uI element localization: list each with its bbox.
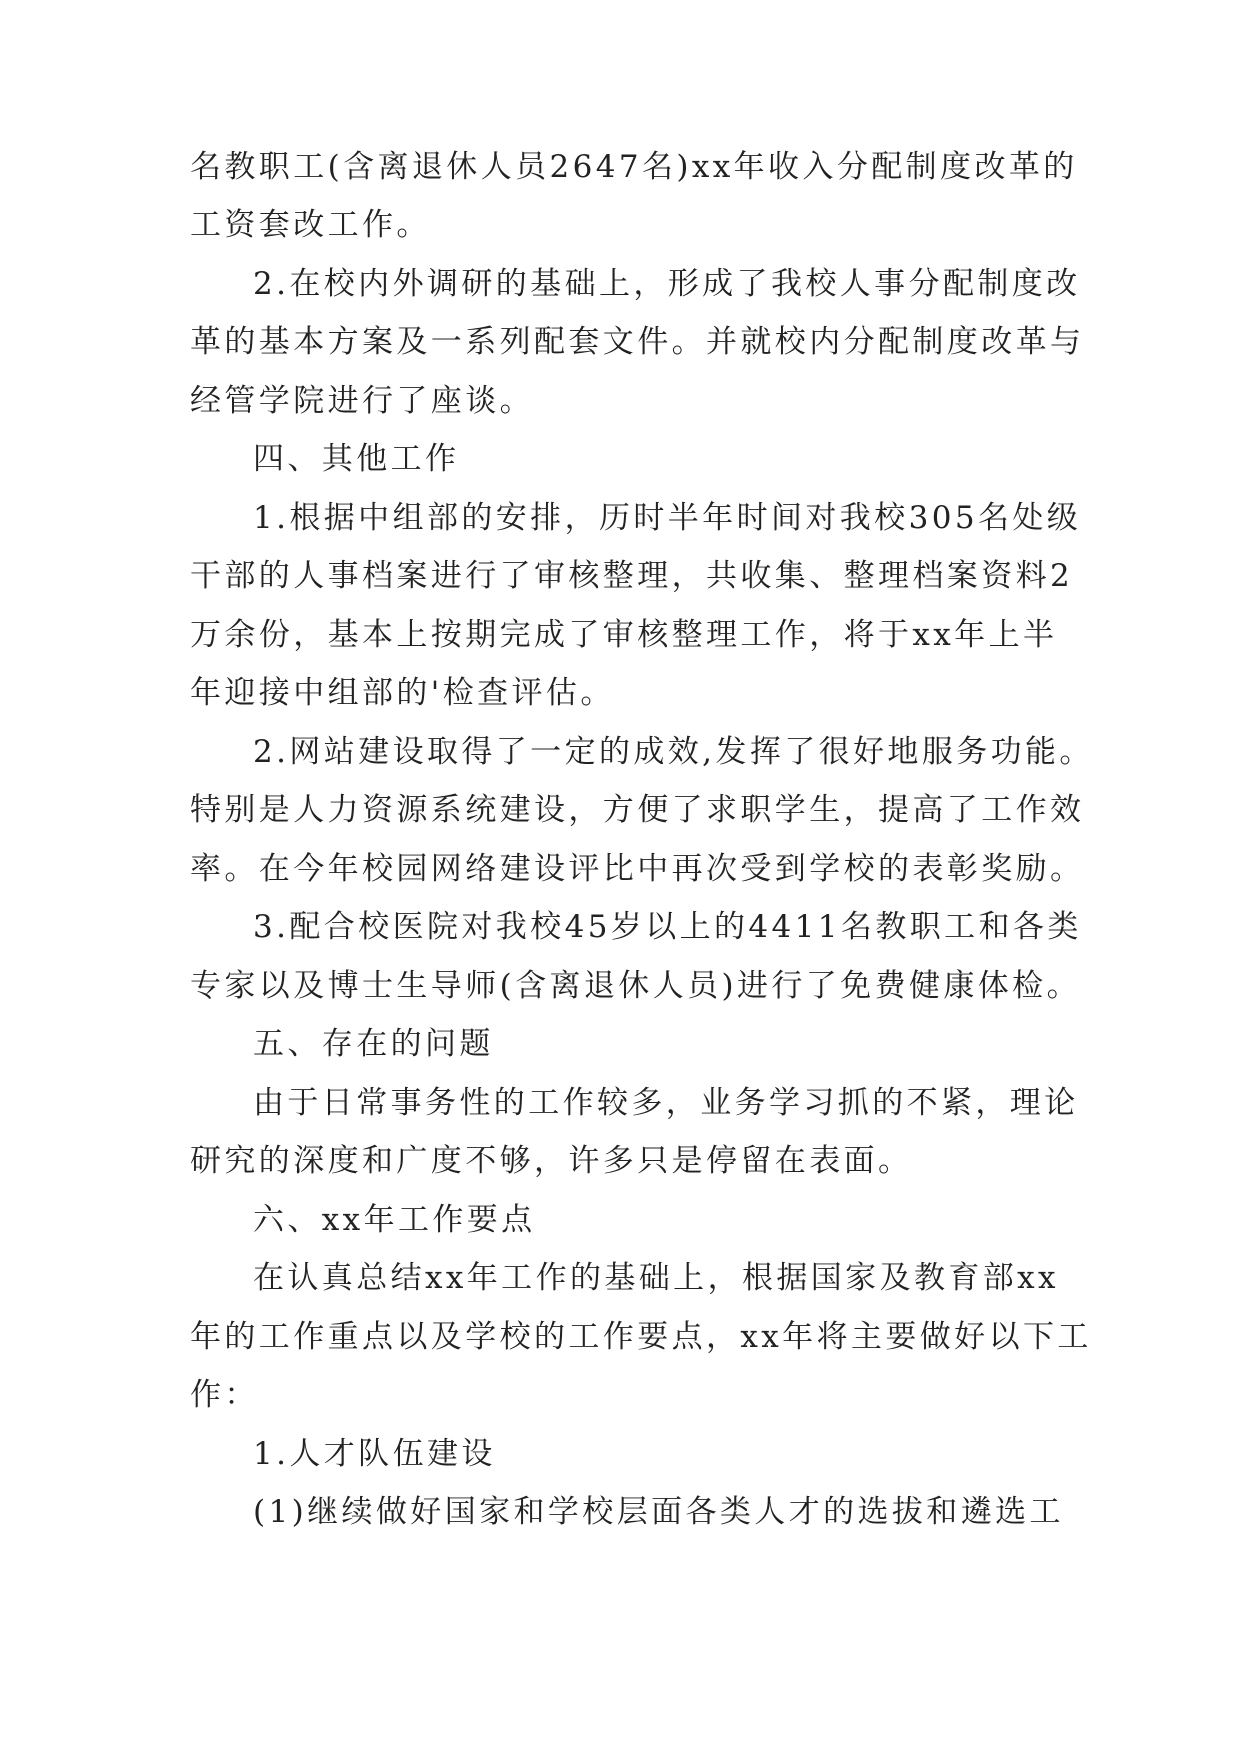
- text-line: 名教职工(含离退休人员2647名)xx年收入分配制度改革的: [190, 149, 1078, 185]
- text-line: 革的基本方案及一系列配套文件。并就校内分配制度改革与: [190, 324, 1085, 360]
- text-line: 干部的人事档案进行了审核整理，共收集、整理档案资料2: [190, 558, 1074, 594]
- section-heading: 四、其他工作: [253, 441, 460, 477]
- paragraph-start: 2.在校内外调研的基础上，形成了我校人事分配制度改: [253, 266, 1081, 302]
- text-line: 专家以及博士生导师(含离退休人员)进行了免费健康体检。: [190, 968, 1081, 1004]
- paragraph-start: 3.配合校医院对我校45岁以上的4411名教职工和各类: [253, 909, 1082, 945]
- paragraph-start: 在认真总结xx年工作的基础上，根据国家及教育部xx: [253, 1260, 1059, 1296]
- text-line: 万余份，基本上按期完成了审核整理工作，将于xx年上半: [190, 617, 1058, 653]
- paragraph-start: 由于日常事务性的工作较多，业务学习抓的不紧，理论: [253, 1085, 1079, 1121]
- sub-heading: 1.人才队伍建设: [253, 1436, 496, 1472]
- section-heading: 六、xx年工作要点: [253, 1202, 536, 1238]
- paragraph-start: 2.网站建设取得了一定的成效,发挥了很好地服务功能。: [253, 734, 1094, 770]
- text-line: 经管学院进行了座谈。: [190, 383, 534, 419]
- text-line: 工资套改工作。: [190, 207, 431, 243]
- text-line: 率。在今年校园网络建设评比中再次受到学校的表彰奖励。: [190, 851, 1085, 887]
- section-heading: 五、存在的问题: [253, 1026, 494, 1062]
- text-line: 年的工作重点以及学校的工作要点，xx年将主要做好以下工: [190, 1319, 1092, 1355]
- text-line: 年迎接中组部的'检查评估。: [190, 675, 615, 711]
- text-line: 特别是人力资源系统建设，方便了求职学生，提高了工作效: [190, 792, 1085, 828]
- text-line: 作：: [190, 1377, 259, 1413]
- paragraph-start: 1.根据中组部的安排，历时半年时间对我校305名处级: [253, 500, 1082, 536]
- paragraph-start: (1)继续做好国家和学校层面各类人才的选拔和遴选工: [253, 1494, 1064, 1530]
- text-line: 研究的深度和广度不够，许多只是停留在表面。: [190, 1143, 913, 1179]
